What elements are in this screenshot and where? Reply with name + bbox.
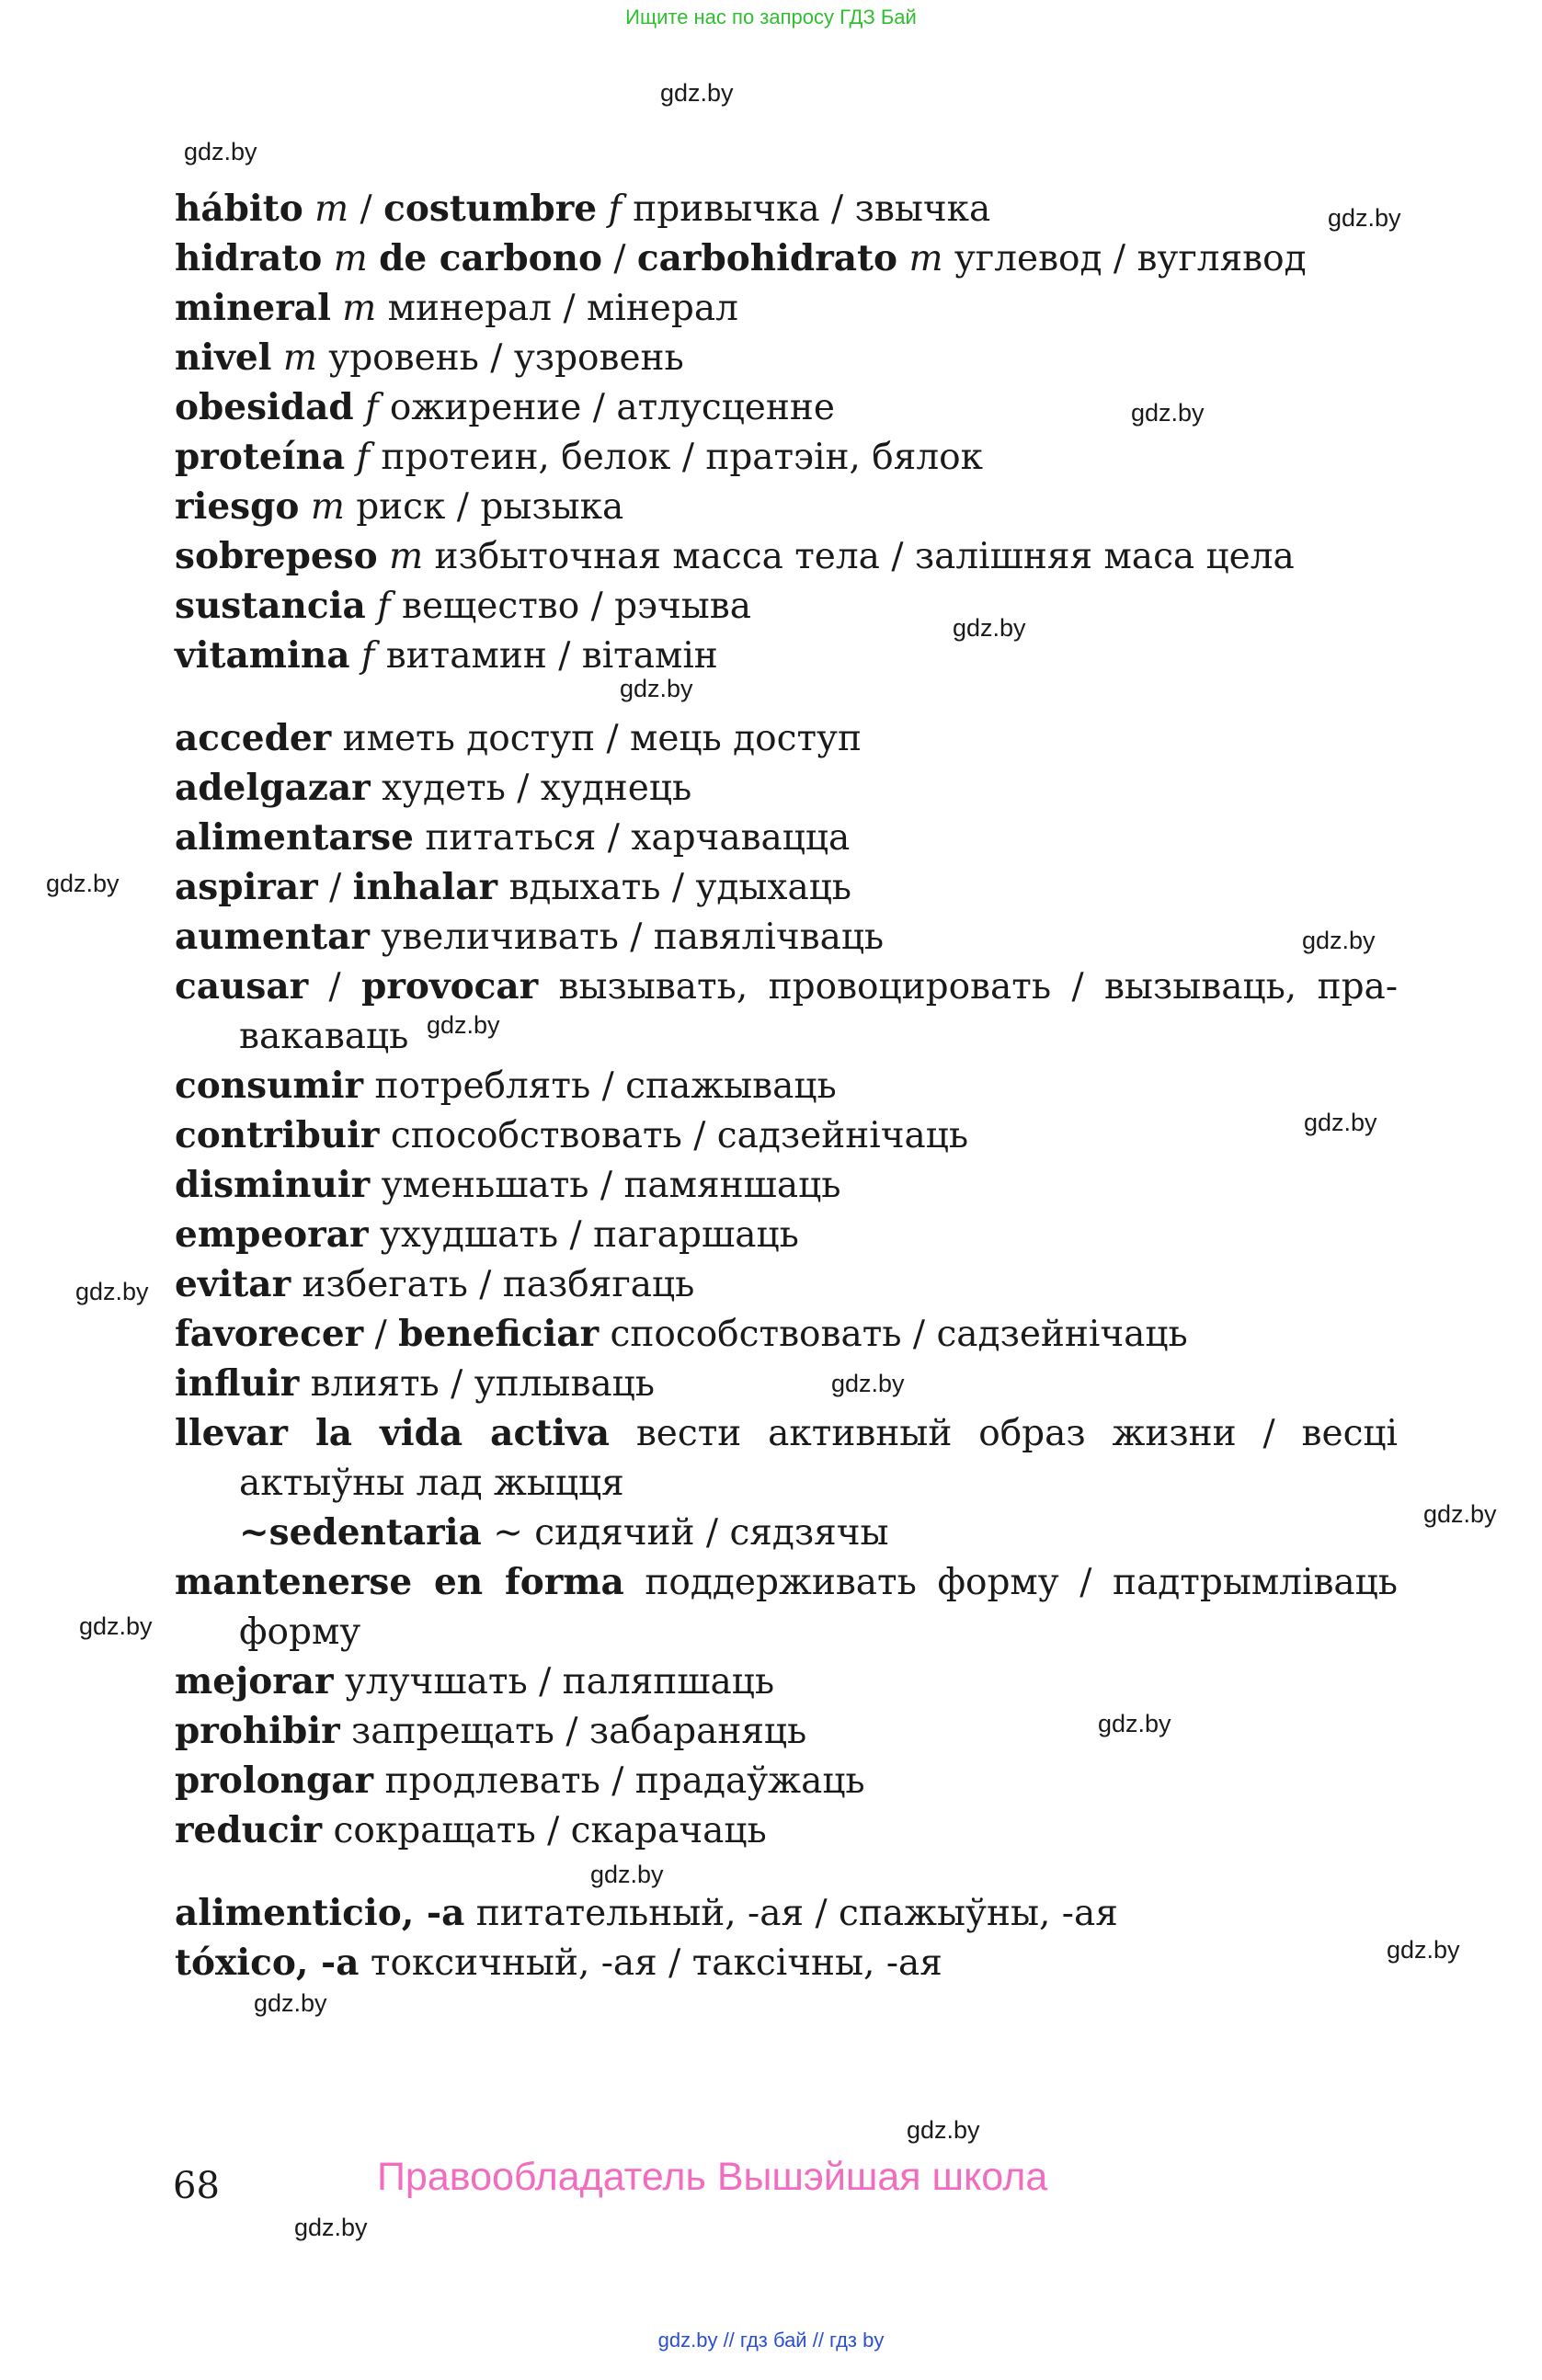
entry-headword: reducir bbox=[175, 1809, 323, 1851]
entry-headword: evitar bbox=[175, 1263, 291, 1305]
entry-text: риск / рызыка bbox=[344, 486, 624, 528]
watermark: gdz.by bbox=[427, 1011, 500, 1039]
watermark: gdz.by bbox=[590, 1861, 664, 1888]
top-banner[interactable]: Ищите нас по запросу ГДЗ Бай bbox=[625, 6, 917, 28]
vocabulary-entry bbox=[175, 1110, 1398, 1161]
entry-headword: consumir bbox=[175, 1065, 364, 1107]
entry-text: / bbox=[601, 238, 637, 279]
entry-headword: influir bbox=[175, 1362, 300, 1405]
vocabulary-entry bbox=[175, 1706, 1398, 1757]
entry-text bbox=[299, 486, 310, 528]
entry-gender: m bbox=[333, 238, 368, 279]
entry-headword: acceder bbox=[175, 717, 332, 759]
entry-headword: empeorar bbox=[175, 1213, 369, 1256]
entry-text: ухудшать / пагаршаць bbox=[368, 1214, 799, 1256]
watermark: gdz.by bbox=[907, 2116, 980, 2144]
vocabulary-entry bbox=[175, 233, 1398, 284]
entry-text: вдыхать / удыхаць bbox=[497, 867, 852, 908]
vocabulary-entry bbox=[175, 862, 1398, 913]
entry-text bbox=[597, 188, 608, 230]
entry-headword: carbohidrato bbox=[636, 237, 898, 279]
entry-text: углевод / вуглявод bbox=[942, 238, 1307, 279]
entry-gender: f bbox=[365, 387, 379, 428]
watermark: gdz.by bbox=[1302, 927, 1376, 954]
entry-text: / bbox=[348, 188, 384, 230]
entry-headword: tóxico, -a bbox=[175, 1942, 360, 1984]
vocabulary-entry bbox=[175, 912, 1398, 962]
bottom-links[interactable]: gdz.by // гдз бай // гдз by bbox=[657, 2329, 885, 2352]
vocabulary-entry bbox=[175, 962, 1398, 1062]
entry-text: влиять / уплываць bbox=[299, 1363, 655, 1405]
entry-gender: f bbox=[360, 635, 375, 677]
entry-text: увеличивать / павялічваць bbox=[369, 917, 885, 958]
entry-text: токсичный, -ая / таксічны, -ая bbox=[359, 1942, 942, 1984]
vocabulary-entry bbox=[175, 631, 1398, 681]
entry-text: поддерживать форму / падтрымліваць форму bbox=[239, 1562, 1398, 1653]
entry-text: / bbox=[317, 867, 353, 908]
entry-headword: hidrato bbox=[175, 237, 323, 279]
entry-text: привычка / звычка bbox=[621, 188, 991, 230]
entry-headword: obesidad bbox=[175, 386, 354, 428]
entry-gender: m bbox=[314, 188, 349, 230]
entry-headword: aumentar bbox=[175, 916, 370, 958]
entry-text: иметь доступ / мець доступ bbox=[331, 718, 862, 759]
entry-text: ~ сидячий / сядзячы bbox=[481, 1512, 889, 1554]
vocabulary-entry bbox=[175, 813, 1398, 863]
entry-headword: llevar la vida activa bbox=[175, 1412, 610, 1454]
entry-text: потреблять / спажываць bbox=[363, 1065, 837, 1107]
entry-gender: f bbox=[608, 188, 622, 230]
entry-text: вести активный образ жизни / весці актыўны лад жыцця bbox=[239, 1413, 1398, 1504]
vocabulary-entry bbox=[175, 1408, 1398, 1509]
vocabulary-entry bbox=[175, 283, 1398, 334]
entry-gender: m bbox=[282, 337, 317, 379]
entry-text bbox=[354, 387, 365, 428]
entry-headword: contribuir bbox=[175, 1114, 380, 1156]
entry-text: витамин / вітамін bbox=[374, 635, 718, 677]
entry-headword: mineral bbox=[175, 287, 331, 329]
entry-headword: sustancia bbox=[175, 585, 366, 627]
watermark: gdz.by bbox=[1387, 1936, 1460, 1964]
entry-headword: prohibir bbox=[175, 1710, 340, 1752]
vocabulary-entry bbox=[175, 432, 1398, 483]
vocabulary-entry bbox=[175, 1259, 1398, 1310]
entry-text bbox=[366, 586, 377, 627]
entry-text: / bbox=[308, 966, 362, 1008]
page-number: 68 bbox=[173, 2165, 220, 2207]
entry-text bbox=[378, 536, 389, 577]
entry-text: уменьшать / памяншаць bbox=[370, 1165, 841, 1206]
watermark: gdz.by bbox=[660, 79, 734, 107]
entry-headword: hábito bbox=[175, 188, 303, 230]
entry-text: / bbox=[363, 1314, 399, 1355]
entry-headword: favorecer bbox=[175, 1313, 364, 1355]
watermark: gdz.by bbox=[184, 138, 257, 165]
watermark: gdz.by bbox=[1423, 1500, 1497, 1528]
vocabulary-entry bbox=[175, 1557, 1398, 1657]
watermark: gdz.by bbox=[620, 675, 693, 702]
entry-text: уровень / узровень bbox=[316, 337, 684, 379]
entry-text: протеин, белок / пратэін, бялок bbox=[369, 437, 983, 478]
entry-text: ожирение / атлусценне bbox=[378, 387, 835, 428]
vocabulary-entry bbox=[175, 531, 1398, 582]
vocabulary-entry bbox=[175, 482, 1398, 532]
entry-headword: riesgo bbox=[175, 485, 300, 528]
entry-gender: f bbox=[356, 437, 370, 478]
entry-headword: alimentarse bbox=[175, 816, 414, 859]
entry-gender: m bbox=[310, 486, 345, 528]
watermark: gdz.by bbox=[1131, 399, 1205, 427]
vocabulary-entry bbox=[175, 1160, 1398, 1211]
vocabulary-entry bbox=[175, 333, 1398, 383]
entry-text bbox=[303, 188, 314, 230]
entry-text bbox=[331, 288, 342, 329]
vocabulary-entry bbox=[175, 382, 1398, 433]
entry-headword: nivel bbox=[175, 336, 272, 379]
entry-text: вещество / рэчыва bbox=[390, 586, 751, 627]
entry-text: избыточная масса тела / залішняя маса цела bbox=[423, 536, 1295, 577]
vocabulary-entry bbox=[175, 581, 1398, 632]
entry-text bbox=[897, 238, 908, 279]
entry-gender: m bbox=[389, 536, 424, 577]
entry-headword: mejorar bbox=[175, 1660, 334, 1702]
entry-text: сокращать / скарачаць bbox=[322, 1810, 767, 1851]
entry-headword: aspirar bbox=[175, 866, 318, 908]
entry-headword: ~sedentaria bbox=[239, 1511, 482, 1554]
entry-text: избегать / пазбягаць bbox=[291, 1264, 695, 1305]
entry-text: вызывать, провоцировать / вызываць, правакаваць bbox=[239, 966, 1398, 1057]
entry-headword: mantenerse en forma bbox=[175, 1561, 624, 1603]
vocabulary-entry bbox=[239, 1508, 1462, 1558]
entry-text: питаться / харчавацца bbox=[413, 817, 851, 859]
entry-headword: costumbre bbox=[383, 188, 598, 230]
entry-headword: causar bbox=[175, 965, 309, 1008]
entry-text: худеть / худнець bbox=[370, 768, 692, 809]
watermark: gdz.by bbox=[294, 2214, 368, 2241]
entry-text: улучшать / паляпшаць bbox=[333, 1661, 775, 1702]
vocabulary-entry bbox=[175, 763, 1398, 814]
vocabulary-entry bbox=[175, 1888, 1398, 1939]
entry-headword: prolongar bbox=[175, 1759, 374, 1802]
entry-text bbox=[368, 238, 379, 279]
vocabulary-entry bbox=[175, 1756, 1398, 1806]
copyright-notice: Правообладатель Вышэйшая школа bbox=[377, 2155, 1048, 2199]
entry-headword: alimenticio, -a bbox=[175, 1892, 465, 1934]
vocabulary-entry bbox=[175, 1938, 1398, 1988]
watermark: gdz.by bbox=[1098, 1710, 1171, 1737]
entry-headword: sobrepeso bbox=[175, 535, 378, 577]
entry-text: продлевать / прадаўжаць bbox=[373, 1760, 865, 1802]
entry-headword: de carbono bbox=[379, 237, 602, 279]
entry-text bbox=[349, 635, 360, 677]
entry-text: минерал / мінерал bbox=[376, 288, 738, 329]
entry-text: питательный, -ая / спажыўны, -ая bbox=[464, 1893, 1118, 1934]
vocabulary-entry bbox=[175, 1805, 1398, 1856]
vocabulary-entry bbox=[175, 184, 1398, 234]
entry-gender: m bbox=[342, 288, 377, 329]
entry-headword: vitamina bbox=[175, 634, 350, 677]
entry-headword: disminuir bbox=[175, 1164, 371, 1206]
entry-headword: adelgazar bbox=[175, 767, 371, 809]
entry-text: запрещать / забараняць bbox=[339, 1711, 807, 1752]
watermark: gdz.by bbox=[46, 870, 120, 897]
entry-text bbox=[322, 238, 333, 279]
entry-text: способствовать / садзейнічаць bbox=[599, 1314, 1188, 1355]
vocabulary-entry bbox=[175, 1309, 1398, 1360]
vocabulary-entry bbox=[175, 1657, 1398, 1707]
entry-headword: inhalar bbox=[352, 866, 498, 908]
entry-gender: m bbox=[908, 238, 943, 279]
entry-gender: f bbox=[377, 586, 391, 627]
vocabulary-entry bbox=[175, 1359, 1398, 1409]
vocabulary-entry bbox=[175, 713, 1398, 764]
watermark: gdz.by bbox=[1304, 1109, 1377, 1136]
watermark: gdz.by bbox=[254, 1989, 327, 2017]
entry-text: способствовать / садзейнічаць bbox=[379, 1115, 969, 1156]
entry-text bbox=[271, 337, 282, 379]
entry-headword: proteína bbox=[175, 436, 346, 478]
watermark: gdz.by bbox=[75, 1278, 149, 1305]
watermark: gdz.by bbox=[831, 1370, 905, 1397]
entry-headword: beneficiar bbox=[398, 1313, 600, 1355]
entry-headword: provocar bbox=[361, 965, 539, 1008]
vocabulary-entry bbox=[175, 1210, 1398, 1260]
watermark: gdz.by bbox=[79, 1612, 153, 1640]
watermark: gdz.by bbox=[1328, 204, 1401, 232]
watermark: gdz.by bbox=[953, 614, 1026, 642]
vocabulary-entry bbox=[175, 1061, 1398, 1111]
entry-text bbox=[345, 437, 356, 478]
